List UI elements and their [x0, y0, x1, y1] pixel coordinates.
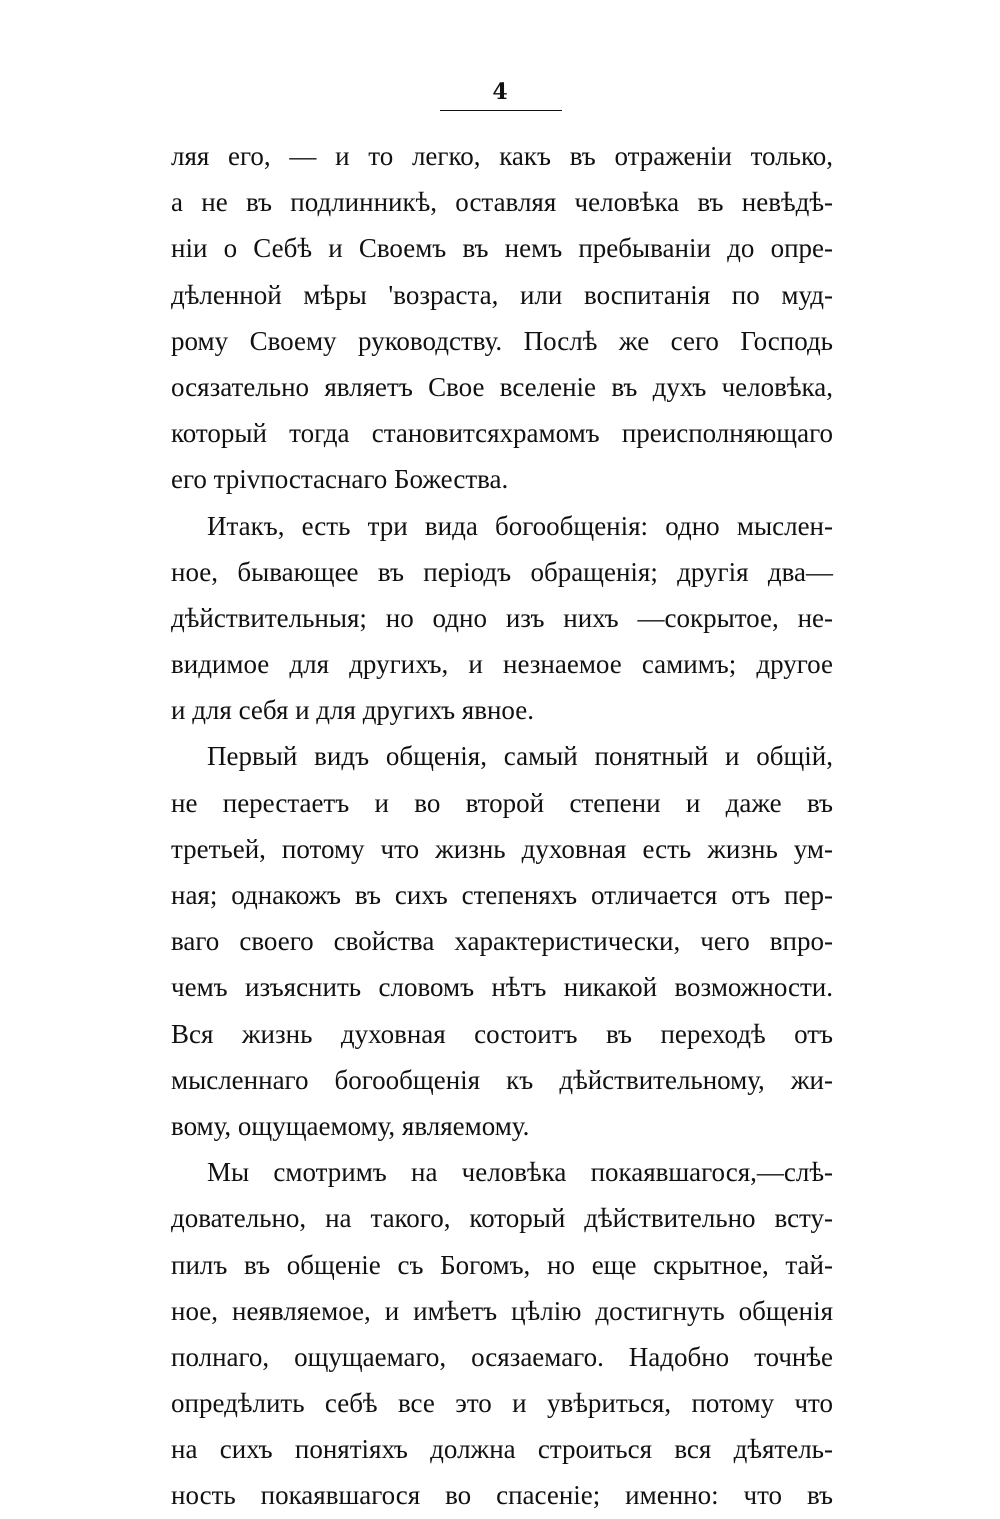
- text-line: опредѣлить себѣ все это и увѣриться, потому что: [171, 1388, 833, 1419]
- text-line: ніи о Себѣ и Своемъ въ немъ пребываніи до опре-: [171, 233, 833, 264]
- text-line: Итакъ, есть три вида богообщенія: одно мыслен-: [207, 510, 833, 541]
- text-line: ляя его, — и то легко, какъ въ отраженіи только,: [171, 141, 833, 171]
- text-line: рому Своему руководству. Послѣ же сего Господь: [171, 325, 833, 356]
- text-line: ность покаявшагося во спасеніе; именно: что въ: [171, 1480, 833, 1511]
- text-line: чемъ изъяснить словомъ нѣтъ никакой возможности.: [171, 972, 833, 1003]
- text-line: его тріvпостаснаго Божества.: [171, 464, 509, 495]
- text-line: дѣленной мѣры 'возраста, или воспитанія по муд-: [171, 279, 833, 310]
- text-line: полнаго, ощущаемаго, осязаемаго. Надобно точнѣе: [171, 1341, 833, 1372]
- body-text: [171, 133, 833, 1519]
- page-number: 4: [492, 79, 508, 105]
- text-line: ное, бывающее въ періодъ обращенія; другія два—: [171, 556, 833, 587]
- text-line: видимое для другихъ, и незнаемое самимъ; другое: [171, 649, 833, 680]
- text-line: дѣйствительныя; но одно изъ нихъ —сокрытое, не-: [171, 602, 833, 633]
- text-line: пилъ въ общеніе съ Богомъ, но еще скрытное, тай-: [171, 1249, 833, 1280]
- text-line: Мы смотримъ на человѣка покаявшагося,—слѣ-: [207, 1157, 833, 1188]
- text-line: а не въ подлинникѣ, оставляя человѣка въ невѣдѣ-: [171, 187, 833, 218]
- text-line: осязательно являетъ Свое вселеніе въ духъ человѣка,: [171, 371, 833, 402]
- text-line: который тогда становитсяхрамомъ преисполняющаго: [171, 418, 833, 449]
- text-line: ная; однакожъ въ сихъ степеняхъ отличается отъ пер-: [171, 880, 833, 910]
- text-line: Вся жизнь духовная состоитъ въ переходѣ отъ: [171, 1018, 833, 1049]
- text-line: ное, неявляемое, и имѣетъ цѣлію достигнуть общенія: [171, 1295, 833, 1326]
- text-line: не перестаетъ и во второй степени и даже въ: [171, 787, 833, 818]
- text-line: вому, ощущаемому, являемому.: [171, 1110, 530, 1141]
- text-line: Первый видъ общенія, самый понятный и общій,: [207, 741, 833, 772]
- text-line: довательно, на такого, который дѣйствительно всту-: [171, 1203, 833, 1234]
- text-line: третьей, потому что жизнь духовная есть жизнь ум-: [171, 833, 833, 864]
- text-line: мысленнаго богообщенія къ дѣйствительному, жи-: [171, 1064, 833, 1095]
- text-line: и для себя и для другихъ явное.: [171, 695, 534, 726]
- text-line: на сихъ понятіяхъ должна строиться вся дѣятель-: [171, 1434, 833, 1465]
- header-rule: [440, 110, 562, 111]
- text-line: ваго своего свойства характеристически, чего впро-: [171, 926, 833, 957]
